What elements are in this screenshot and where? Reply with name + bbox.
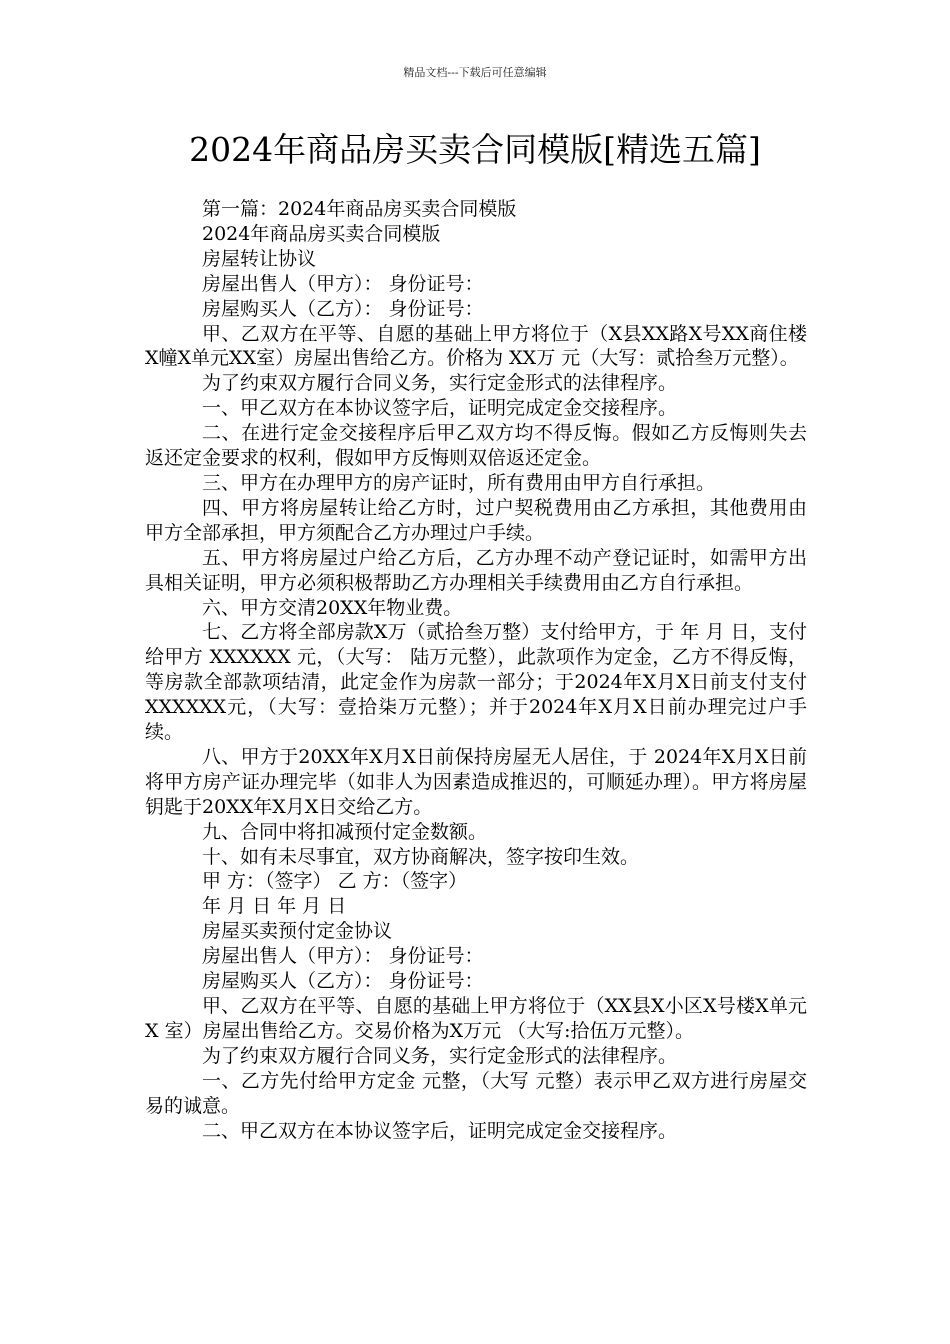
subheading: 2024年商品房买卖合同模版 xyxy=(202,222,441,245)
clause: 一、甲乙双方在本协议签字后，证明完成定金交接程序。 xyxy=(202,397,678,420)
clause: 七、乙方将全部房款X万（贰拾叁万整）支付给甲方，于 年 月 日，支付给甲方 XXXXXX 元，（大写： 陆万元整），此款项作为定金，乙方不得反悔，等房款全部款项结清，此定金作为房款一部分；于2024年X月X日前支付支付 XXXXXX元，（大写：壹拾柒万元整）；并于2024年X月X日前办理完过户手续。 xyxy=(145,621,807,744)
clause: 四、甲方将房屋转让给乙方时，过户契税费用由乙方承担，其他费用由甲方全部承担，甲方须配合乙方办理过户手续。 xyxy=(145,496,807,544)
paragraph: 为了约束双方履行合同义务，实行定金形式的法律程序。 xyxy=(202,1044,678,1067)
paragraph: 甲、乙双方在平等、自愿的基础上甲方将位于（XX县X小区X号楼X单元X 室）房屋出售给乙方。交易价格为X万元 （大写:拾伍万元整）。 xyxy=(145,995,807,1042)
seller-line: 房屋出售人（甲方）： 身份证号： xyxy=(202,945,484,968)
paragraph: 甲、乙双方在平等、自愿的基础上甲方将位于（X县XX路X号XX商住楼X幢X单元XX室）房屋出售给乙方。价格为 XX万 元（大写：贰拾叁万元整）。 xyxy=(145,322,807,370)
agreement-title: 房屋转让协议 xyxy=(202,247,317,270)
document-title: 2024年商品房买卖合同模版[精选五篇] xyxy=(189,130,761,169)
signature-line: 甲 方：（签字） 乙 方：（签字） xyxy=(202,870,468,893)
clause: 九、合同中将扣减预付定金数额。 xyxy=(202,820,488,843)
buyer-line: 房屋购买人（乙方）： 身份证号： xyxy=(202,297,484,320)
header-note: 精品文档---下载后可任意编辑 xyxy=(403,66,547,79)
clause: 十、如有未尽事宜，双方协商解决，签字按印生效。 xyxy=(202,845,640,868)
clause: 六、甲方交清20XX年物业费。 xyxy=(202,596,463,619)
paragraph: 为了约束双方履行合同义务，实行定金形式的法律程序。 xyxy=(202,372,678,395)
clause: 一、乙方先付给甲方定金 元整，（大写 元整）表示甲乙双方进行房屋交易的诚意。 xyxy=(145,1069,807,1117)
section-heading: 第一篇：2024年商品房买卖合同模版 xyxy=(202,198,517,220)
document-body xyxy=(145,197,807,1143)
clause: 三、甲方在办理甲方的房产证时，所有费用由甲方自行承担。 xyxy=(202,471,716,494)
clause: 八、甲方于20XX年X月X日前保持房屋无人居住，于 2024年X月X日前将甲方房产证办理完毕（如非人为因素造成推迟的，可顺延办理）。甲方将房屋钥匙于20XX年X月X日交给乙方。 xyxy=(145,745,807,818)
clause: 五、甲方将房屋过户给乙方后，乙方办理不动产登记证时，如需甲方出具相关证明，甲方必须积极帮助乙方办理相关手续费用由乙方自行承担。 xyxy=(145,546,807,594)
clause: 二、在进行定金交接程序后甲乙双方均不得反悔。假如乙方反悔则失去返还定金要求的权利，假如甲方反悔则双倍返还定金。 xyxy=(145,422,807,470)
agreement-title: 房屋买卖预付定金协议 xyxy=(202,920,393,943)
clause: 二、甲乙双方在本协议签字后，证明完成定金交接程序。 xyxy=(202,1119,678,1142)
seller-line: 房屋出售人（甲方）： 身份证号： xyxy=(202,272,484,295)
date-line: 年 月 日 年 月 日 xyxy=(202,895,347,918)
buyer-line: 房屋购买人（乙方）： 身份证号： xyxy=(202,970,484,993)
